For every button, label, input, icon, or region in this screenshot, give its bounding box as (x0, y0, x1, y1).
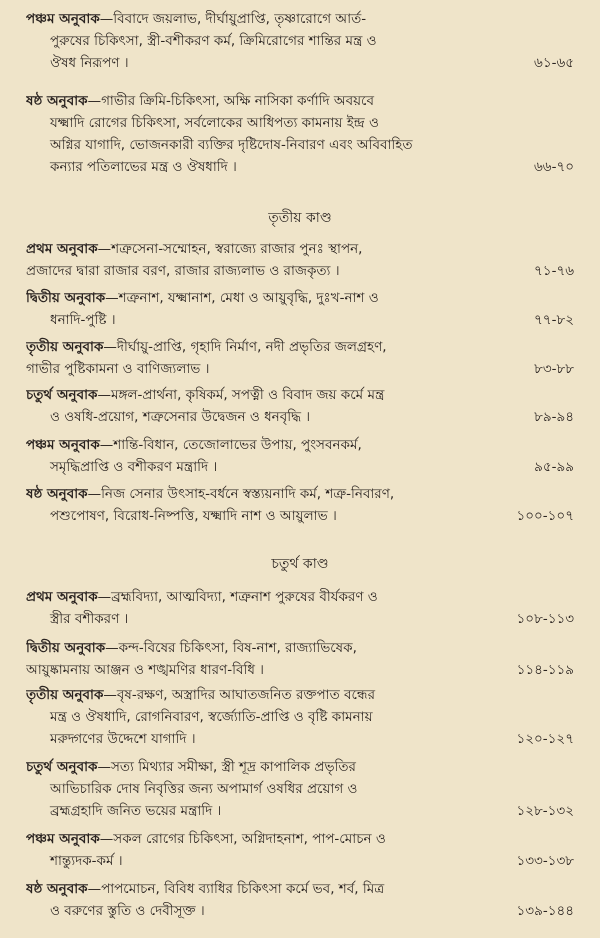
page-range: ১৩৩-১৩৮ (516, 853, 574, 869)
entry-line-1 (26, 8, 574, 30)
entry-text: —পাপমোচন, বিবিধ ব্যাধির চিকিৎসা কর্মে ভব, শর্ব, মিত্র (87, 881, 385, 897)
entry-text: —নিজ সেনার উৎসাহ-বর্ধনে স্বস্ত্যয়নাদি কর্ম, শত্রু-নিবারণ, (87, 486, 395, 502)
entry-lead: ষষ্ঠ অনুবাক (26, 881, 88, 897)
entry-line-2: গাভীর পুষ্টিকামনা ও বাণিজ্যলাভ । (26, 361, 210, 377)
toc-entry-4-6 (26, 878, 574, 922)
page-range: ৯৫-৯৯ (534, 459, 574, 475)
entry-line-2: আভিচারিক দোষ নিবৃত্তির জন্য অপামার্গ ওষধির প্রয়োগ ও (50, 781, 358, 797)
entry-line-2: স্ত্রীর বশীকরণ । (50, 611, 129, 627)
entry-line-1 (26, 90, 574, 112)
entry-line-1 (26, 384, 574, 406)
page-range: ১২৮-১৩২ (516, 803, 574, 819)
toc-entry-3-5 (26, 434, 574, 478)
page-range: ৮৯-৯৪ (534, 409, 574, 425)
entry-text: —বিবাদে জয়লাভ, দীর্ঘায়ুপ্রাপ্তি, তৃষ্ণারোগে আর্ত- (99, 11, 367, 27)
entry-line-1 (26, 483, 574, 505)
toc-entry-2-5 (26, 8, 574, 74)
entry-line-4: কন্যার পতিলাভের মন্ত্র ও ঔষধাদি । (50, 159, 237, 175)
entry-line-1 (26, 637, 574, 659)
entry-lead: পঞ্চম অনুবাক (26, 11, 100, 27)
entry-lead: পঞ্চম অনুবাক (26, 437, 100, 453)
entry-line-1 (26, 586, 574, 608)
page-range: ১১৪-১১৯ (516, 662, 574, 678)
toc-entry-4-1 (26, 586, 574, 630)
entry-text: —মঙ্গল-প্রার্থনা, কৃষিকর্ম, সপত্নী ও বিবাদ জয় কর্মে মন্ত্র (97, 387, 385, 403)
page-range: ৭৭-৮২ (534, 312, 574, 328)
entry-line-2: মন্ত্র ও ঔষধাদি, রোগনিবারণ, স্বর্জ্যোতি-প্রাপ্তি ও বৃষ্টি কামনায় (50, 709, 373, 725)
entry-line-2: ধনাদি-পুষ্টি । (50, 312, 116, 328)
entry-line-1 (26, 238, 574, 260)
section-title: তৃতীয় কাণ্ড (268, 210, 332, 226)
entry-line-1 (26, 336, 574, 358)
page-range: ৬১-৬৫ (534, 55, 574, 71)
toc-entry-4-5 (26, 828, 574, 872)
page-range: ৭১-৭৬ (534, 263, 574, 279)
entry-line-2: শান্ত্যুদক-কর্ম । (50, 853, 123, 869)
page-range: ৮৩-৮৮ (534, 361, 574, 377)
entry-line-2: সমৃদ্ধিপ্রাপ্তি ও বশীকরণ মন্ত্রাদি । (50, 459, 218, 475)
entry-lead: চতুর্থ অনুবাক (26, 387, 98, 403)
toc-entry-4-4 (26, 756, 574, 822)
entry-lead: চতুর্থ অনুবাক (26, 759, 98, 775)
entry-line-1 (26, 684, 574, 706)
entry-line-2: ও ওষধি-প্রয়োগ, শত্রুসেনার উদ্বেজন ও ধনবৃদ্ধি । (50, 409, 311, 425)
entry-lead: ষষ্ঠ অনুবাক (26, 93, 88, 109)
entry-lead: তৃতীয় অনুবাক (26, 339, 104, 355)
page-range: ১২০-১২৭ (516, 731, 574, 747)
entry-lead: পঞ্চম অনুবাক (26, 831, 100, 847)
entry-line-2: পশুপোষণ, বিরোধ-নিষ্পত্তি, যক্ষ্মাদি নাশ ও আয়ুলাভ । (50, 508, 337, 524)
entry-text: —বৃষ-রক্ষণ, অস্ত্রাদির আঘাতজনিত রক্তপাত বন্ধের (103, 687, 376, 703)
entry-text: —গাভীর ক্রিমি-চিকিৎসা, অক্ষি নাসিকা কর্ণাদি অবয়বে (87, 93, 374, 109)
entry-lead: ষষ্ঠ অনুবাক (26, 486, 88, 502)
entry-text: —শান্তি-বিধান, তেজোলাভের উপায়, পুংসবনকর্ম, (99, 437, 362, 453)
toc-entry-4-2 (26, 637, 574, 681)
entry-lead: তৃতীয় অনুবাক (26, 687, 104, 703)
entry-text: —সকল রোগের চিকিৎসা, অগ্নিদাহনাশ, পাপ-মোচন ও (99, 831, 386, 847)
page-range: ১৩৯-১৪৪ (516, 903, 574, 919)
page-range: ১০৮-১১৩ (516, 611, 574, 627)
toc-entry-4-3 (26, 684, 574, 750)
entry-line-3: মরুদ্গণের উদ্দেশে যাগাদি । (50, 731, 196, 747)
entry-lead: প্রথম অনুবাক (26, 589, 98, 605)
entry-line-1 (26, 756, 574, 778)
page-range: ১০০-১০৭ (516, 508, 574, 524)
entry-text: —সত্য মিথ্যার সমীক্ষা, স্ত্রী শূদ্র কাপালিক প্রভৃতির (97, 759, 356, 775)
entry-line-1 (26, 878, 574, 900)
entry-line-2: প্রজাদের দ্বারা রাজার বরণ, রাজার রাজ্যলাভ ও রাজকৃত্য । (26, 263, 340, 279)
entry-text: —শত্রুসেনা-সম্মোহন, স্বরাজ্যে রাজার পুনঃ স্থাপন, (97, 241, 363, 257)
entry-lead: প্রথম অনুবাক (26, 241, 98, 257)
entry-lead: দ্বিতীয় অনুবাক (26, 290, 106, 306)
section-title: চতুর্থ কাণ্ড (271, 556, 329, 572)
page-range: ৬৬-৭০ (534, 159, 574, 175)
toc-entry-2-6 (26, 90, 574, 178)
entry-line-3: অগ্নির যাগাদি, ভোজনকারী ব্যক্তির দৃষ্টিদোষ-নিবারণ এবং অবিবাহিত (50, 137, 413, 153)
entry-line-3: ব্রহ্মগ্রহাদি জনিত ভয়ের মন্ত্রাদি । (50, 803, 222, 819)
entry-text: —ব্রহ্মবিদ্যা, আত্মবিদ্যা, শত্রুনাশ পুরুষের বীর্যকরণ ও (97, 589, 378, 605)
toc-entry-3-1 (26, 238, 574, 282)
entry-text: —দীর্ঘায়ু-প্রাপ্তি, গৃহাদি নির্মাণ, নদী প্রভৃতির জলগ্রহণ, (103, 339, 387, 355)
entry-line-1 (26, 287, 574, 309)
entry-line-3: ঔষধ নিরূপণ । (50, 55, 129, 71)
toc-entry-3-6 (26, 483, 574, 527)
toc-entry-3-3 (26, 336, 574, 380)
entry-lead: দ্বিতীয় অনুবাক (26, 640, 106, 656)
entry-text: —শত্রুনাশ, যক্ষ্মানাশ, মেধা ও আয়ুবৃদ্ধি, দুঃখ-নাশ ও (105, 290, 379, 306)
entry-line-1 (26, 828, 574, 850)
entry-line-2: আয়ুষ্কামনায় আঞ্জন ও শঙ্খমণির ধারণ-বিধি । (26, 662, 265, 678)
entry-line-1 (26, 434, 574, 456)
entry-text: —কন্দ-বিষের চিকিৎসা, বিষ-নাশ, রাজ্যাভিষেক, (105, 640, 357, 656)
entry-line-2: ও বরুণের স্তুতি ও দেবীসূক্ত । (50, 903, 205, 919)
entry-line-2: পুরুষের চিকিৎসা, স্ত্রী-বশীকরণ কর্ম, ক্রিমিরোগের শান্তির মন্ত্র ও (50, 33, 377, 49)
toc-entry-3-2 (26, 287, 574, 331)
entry-line-2: যক্ষ্মাদি রোগের চিকিৎসা, সর্বলোকের আধিপত্য কামনায় ইন্দ্র ও (50, 115, 379, 131)
toc-entry-3-4 (26, 384, 574, 428)
